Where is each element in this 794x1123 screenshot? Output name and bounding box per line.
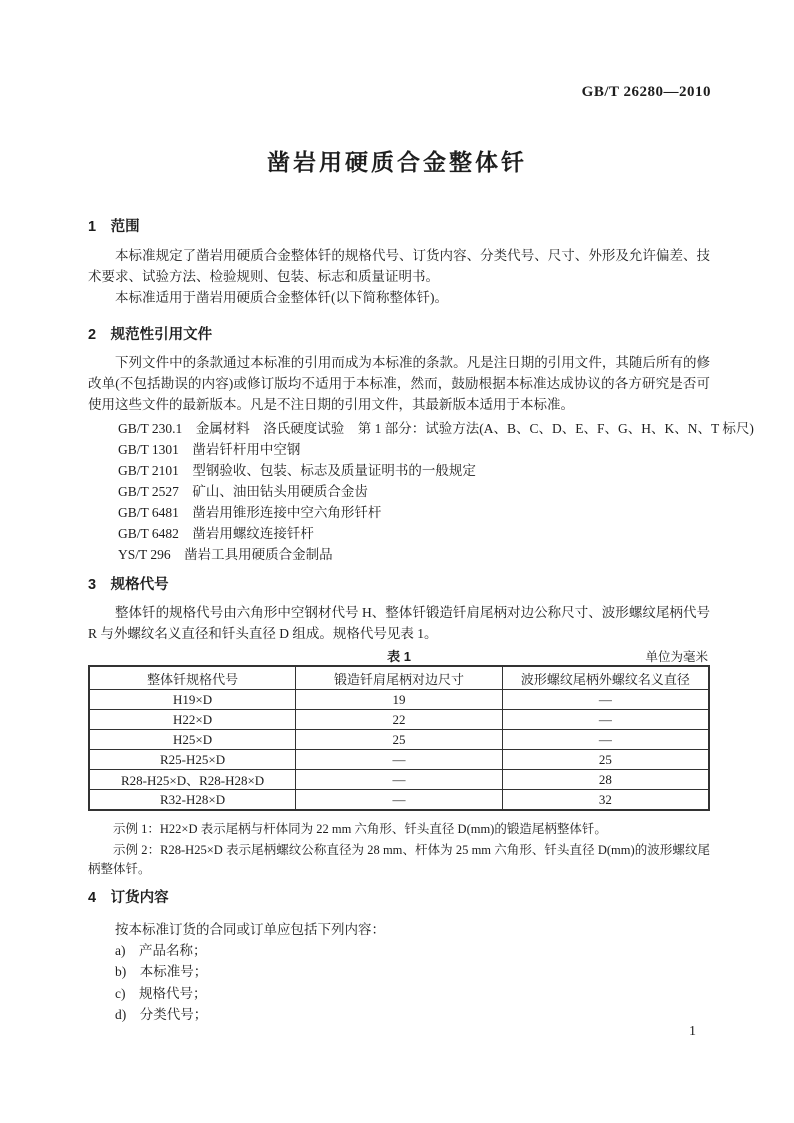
order-item-d: d) 分类代号； bbox=[115, 1006, 208, 1022]
table-cell: — bbox=[502, 730, 709, 750]
table-cell: H19×D bbox=[89, 690, 296, 710]
table-row bbox=[89, 710, 709, 730]
table-header-code: 整体钎规格代号 bbox=[89, 666, 296, 690]
section-1-paragraph-1: 本标准规定了凿岩用硬质合金整体钎的规格代号、订货内容、分类代号、尺寸、外形及允许偏差、技术要求、试验方法、检验规则、包装、标志和质量证明书。 bbox=[88, 248, 710, 284]
table-cell: H22×D bbox=[89, 710, 296, 730]
table-header-thread-diameter: 波形螺纹尾柄外螺纹名义直径 bbox=[502, 666, 709, 690]
table-cell: — bbox=[296, 770, 503, 790]
table-cell: H25×D bbox=[89, 730, 296, 750]
table-cell: 28 bbox=[502, 770, 709, 790]
example-1: 示例 1：H22×D 表示尾柄与杆体同为 22 mm 六角形、钎头直径 D(mm)的锻造尾柄整体钎。 bbox=[113, 822, 607, 836]
document-title: 凿岩用硬质合金整体钎 bbox=[267, 149, 527, 175]
example-2: 示例 2：R28-H25×D 表示尾柄螺纹公称直径为 28 mm、杆体为 25 mm 六角形、钎头直径 D(mm)的波形螺纹尾柄整体钎。 bbox=[88, 842, 710, 876]
table-cell: R32-H28×D bbox=[89, 790, 296, 811]
standard-number: GB/T 26280—2010 bbox=[581, 84, 711, 100]
table-cell: R25-H25×D bbox=[89, 750, 296, 770]
table-cell: 22 bbox=[296, 710, 503, 730]
table-cell: — bbox=[296, 750, 503, 770]
table-row bbox=[89, 770, 709, 790]
table-cell: — bbox=[502, 690, 709, 710]
reference-item: GB/T 230.1 金属材料 洛氏硬度试验 第 1 部分：试验方法(A、B、C、D、E、F、G、H、K、N、T 标尺) bbox=[118, 421, 754, 436]
reference-item: YS/T 296 凿岩工具用硬质合金制品 bbox=[118, 547, 333, 562]
order-item-a: a) 产品名称； bbox=[115, 943, 207, 958]
section-4-heading: 4 订货内容 bbox=[88, 889, 169, 906]
reference-item: GB/T 6482 凿岩用螺纹连接钎杆 bbox=[118, 526, 314, 541]
reference-item: GB/T 2527 矿山、油田钻头用硬质合金齿 bbox=[118, 484, 368, 499]
reference-list bbox=[88, 418, 754, 565]
order-item-b: b) 本标准号； bbox=[115, 964, 208, 980]
reference-item: GB/T 6481 凿岩用锥形连接中空六角形钎杆 bbox=[118, 505, 382, 520]
page-number: 1 bbox=[689, 1024, 696, 1039]
section-3-heading: 3 规格代号 bbox=[88, 577, 169, 593]
table-header-row bbox=[89, 666, 709, 690]
table-unit-note: 单位为毫米 bbox=[645, 650, 708, 664]
table-cell: — bbox=[502, 710, 709, 730]
section-2-paragraph-1: 下列文件中的条款通过本标准的引用而成为本标准的条款。凡是注日期的引用文件，其随后所有的修改单(不包括勘误的内容)或修订版均不适用于本标准，然而，鼓励根据本标准达成协议的各方研究是否可使用这些文件的最新版本。凡是不注日期的引用文件，其最新版本适用于本标准。 bbox=[88, 355, 710, 412]
table-cell: 25 bbox=[502, 750, 709, 770]
table-cell: 32 bbox=[502, 790, 709, 811]
page-content bbox=[88, 212, 754, 1025]
spec-table bbox=[88, 665, 710, 811]
table-row bbox=[89, 730, 709, 750]
table-cell: R28-H25×D、R28-H28×D bbox=[89, 770, 296, 790]
section-4-paragraph-1: 按本标准订货的合同或订单应包括下列内容： bbox=[115, 922, 385, 937]
table-row bbox=[89, 790, 709, 811]
table-cell: 19 bbox=[296, 690, 503, 710]
reference-item: GB/T 2101 型钢验收、包装、标志及质量证明书的一般规定 bbox=[118, 463, 476, 478]
order-item-c: c) 规格代号； bbox=[115, 985, 207, 1001]
section-2-heading: 2 规范性引用文件 bbox=[88, 327, 213, 343]
table-cell: 25 bbox=[296, 730, 503, 750]
table-caption: 表 1 bbox=[387, 649, 411, 664]
section-1-heading: 1 范围 bbox=[88, 219, 140, 235]
table-caption-row bbox=[88, 646, 710, 663]
table-row bbox=[89, 690, 709, 710]
section-1-paragraph-2: 本标准适用于凿岩用硬质合金整体钎(以下简称整体钎)。 bbox=[115, 290, 448, 305]
table-header-shank-size: 锻造钎肩尾柄对边尺寸 bbox=[296, 666, 503, 690]
reference-item: GB/T 1301 凿岩钎杆用中空钢 bbox=[118, 442, 301, 457]
order-content-list bbox=[88, 940, 710, 1025]
table-row bbox=[89, 750, 709, 770]
table-cell: — bbox=[296, 790, 503, 811]
section-3-paragraph-1: 整体钎的规格代号由六角形中空钢材代号 H、整体钎锻造钎肩尾柄对边公称尺寸、波形螺纹尾柄代号 R 与外螺纹名义直径和钎头直径 D 组成。规格代号见表 1。 bbox=[88, 605, 710, 641]
